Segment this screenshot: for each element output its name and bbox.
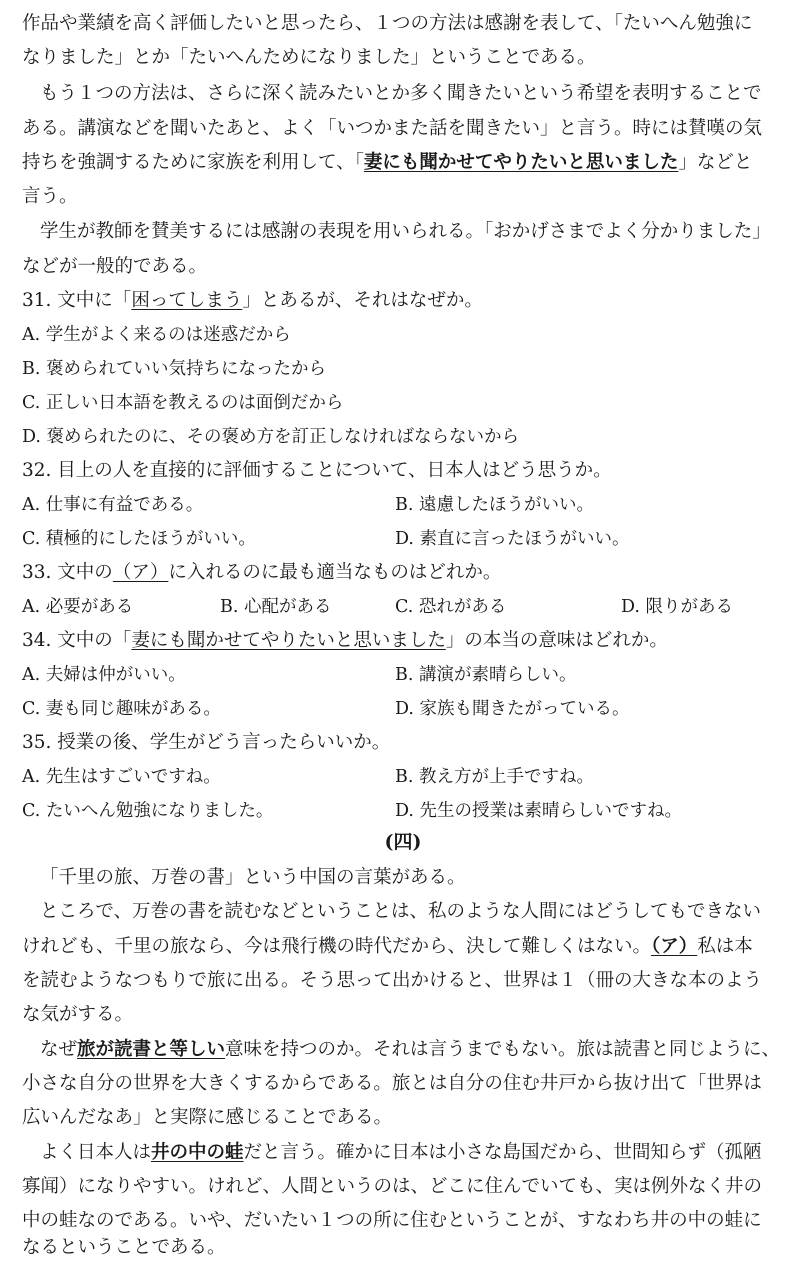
option-35-c: C. たいへん勉強になりました。 <box>22 801 274 821</box>
option-34-c: C. 妻も同じ趣味がある。 <box>22 699 221 719</box>
passage-text: 」などと <box>678 152 753 173</box>
passage-line: 作品や業績を高く評価したいと思ったら、１つの方法は感謝を表して、「たいへん勉強に <box>22 13 753 34</box>
passage-line <box>22 151 782 175</box>
passage-line: を読むようなつもりで旅に出る。そう思って出かけると、世界は１（冊の大きな本のよう <box>22 970 763 991</box>
passage-text: けれども、千里の旅なら、今は飛行機の時代だから、決して難しくはない。 <box>22 936 652 957</box>
underlined-phrase: 旅が読書と等しい <box>77 1039 226 1060</box>
option-35-a: A. 先生はすごいですね。 <box>22 767 221 787</box>
passage-text: 持ちを強調するために家族を利用して、「 <box>22 152 364 173</box>
question-text: に入れるのに最も適当なものはどれか。 <box>168 562 502 583</box>
option-33-c: C. 恐れがある <box>395 597 507 617</box>
passage-line: もう１つの方法は、さらに深く読みたいとか多く聞きたいという希望を表明することで <box>40 83 762 104</box>
passage-text: よく日本人は <box>40 1142 152 1163</box>
question-35: 35. 授業の後、学生がどう言ったらいいか。 <box>22 732 391 753</box>
option-32-d: D. 素直に言ったほうがいい。 <box>395 529 630 549</box>
passage-text: なぜ <box>40 1039 78 1060</box>
passage-line: 「千里の旅、万巻の書」という中国の言葉がある。 <box>40 867 466 888</box>
option-31-c: C. 正しい日本語を教えるのは面倒だから <box>22 393 344 413</box>
passage-line <box>22 935 782 959</box>
passage-text: だと言う。確かに日本は小さな島国だから、世間知らず（孤陋 <box>243 1142 762 1163</box>
option-31-b: B. 褒められていい気持ちになったから <box>22 359 326 379</box>
passage-line: なるということである。 <box>22 1237 226 1258</box>
question-33 <box>22 561 782 585</box>
option-35-d: D. 先生の授業は素晴らしいですね。 <box>395 801 683 821</box>
passage-line: ある。講演などを聞いたあと、よく「いつかまた話を聞きたい」と言う。時には賛嘆の気 <box>22 118 763 139</box>
option-34-a: A. 夫婦は仲がいい。 <box>22 665 186 685</box>
question-text: 34. 文中の「 <box>22 630 132 651</box>
question-32: 32. 目上の人を直接的に評価することについて、日本人はどう思うか。 <box>22 460 612 481</box>
passage-line <box>22 1141 782 1165</box>
underlined-phrase: 妻にも聞かせてやりたいと思いました <box>131 630 446 651</box>
option-32-b: B. 遠慮したほうがいい。 <box>395 495 594 515</box>
underlined-phrase: 妻にも聞かせてやりたいと思いました <box>363 152 679 173</box>
passage-text: 私は本 <box>697 936 753 957</box>
passage-line: な気がする。 <box>22 1004 134 1025</box>
blank-marker: （ア） <box>112 562 169 583</box>
question-text: 」の本当の意味はどれか。 <box>445 630 668 651</box>
underlined-phrase: 井の中の蛙 <box>151 1142 244 1163</box>
section-heading: (四) <box>384 831 422 853</box>
option-33-a: A. 必要がある <box>22 597 134 617</box>
passage-line: 広いんだなあ」と実際に感じることである。 <box>22 1107 393 1128</box>
question-text: 31. 文中に「 <box>22 290 132 311</box>
option-34-d: D. 家族も聞きたがっている。 <box>395 699 630 719</box>
passage-text: 意味を持つのか。それは言うまでもない。旅は読書と同じように、 <box>225 1039 781 1060</box>
question-text: 33. 文中の <box>22 562 113 583</box>
option-32-a: A. 仕事に有益である。 <box>22 495 204 515</box>
option-33-b: B. 心配がある <box>220 597 332 617</box>
passage-line: 小さな自分の世界を大きくするからである。旅とは自分の住む井戸から抜け出て「世界は <box>22 1073 762 1094</box>
option-35-b: B. 教え方が上手ですね。 <box>395 767 594 787</box>
passage-line: などが一般的である。 <box>22 256 208 277</box>
passage-line: ところで、万巻の書を読むなどということは、私のような人間にはどうしてもできない <box>40 901 761 922</box>
passage-line: 寡闻）になりやすい。けれど、人間というのは、どこに住んでいても、実は例外なく井の <box>22 1176 763 1197</box>
question-34 <box>22 629 782 653</box>
blank-marker: （ア） <box>651 936 698 957</box>
option-33-d: D. 限りがある <box>621 597 734 617</box>
question-text: 」とあるが、それはなぜか。 <box>242 290 483 311</box>
option-34-b: B. 講演が素晴らしい。 <box>395 665 577 685</box>
passage-line <box>22 1038 782 1062</box>
underlined-phrase: 困ってしまう <box>131 290 243 311</box>
option-32-c: C. 積極的にしたほうがいい。 <box>22 529 256 549</box>
question-31 <box>22 289 782 313</box>
passage-line: 言う。 <box>22 186 78 207</box>
option-31-d: D. 褒められたのに、その褒め方を訂正しなければならないから <box>22 427 520 447</box>
passage-line: 学生が教師を賛美するには感謝の表現を用いられる。「おかげさまでよく分かりました」 <box>40 221 771 242</box>
option-31-a: A. 学生がよく来るのは迷惑だから <box>22 325 291 345</box>
passage-line: なりました」とか「たいへんためになりました」ということである。 <box>22 47 596 68</box>
passage-line: 中の蛙なのである。いや、だいたい１つの所に住むということが、すなわち井の中の蛙に <box>22 1210 762 1231</box>
